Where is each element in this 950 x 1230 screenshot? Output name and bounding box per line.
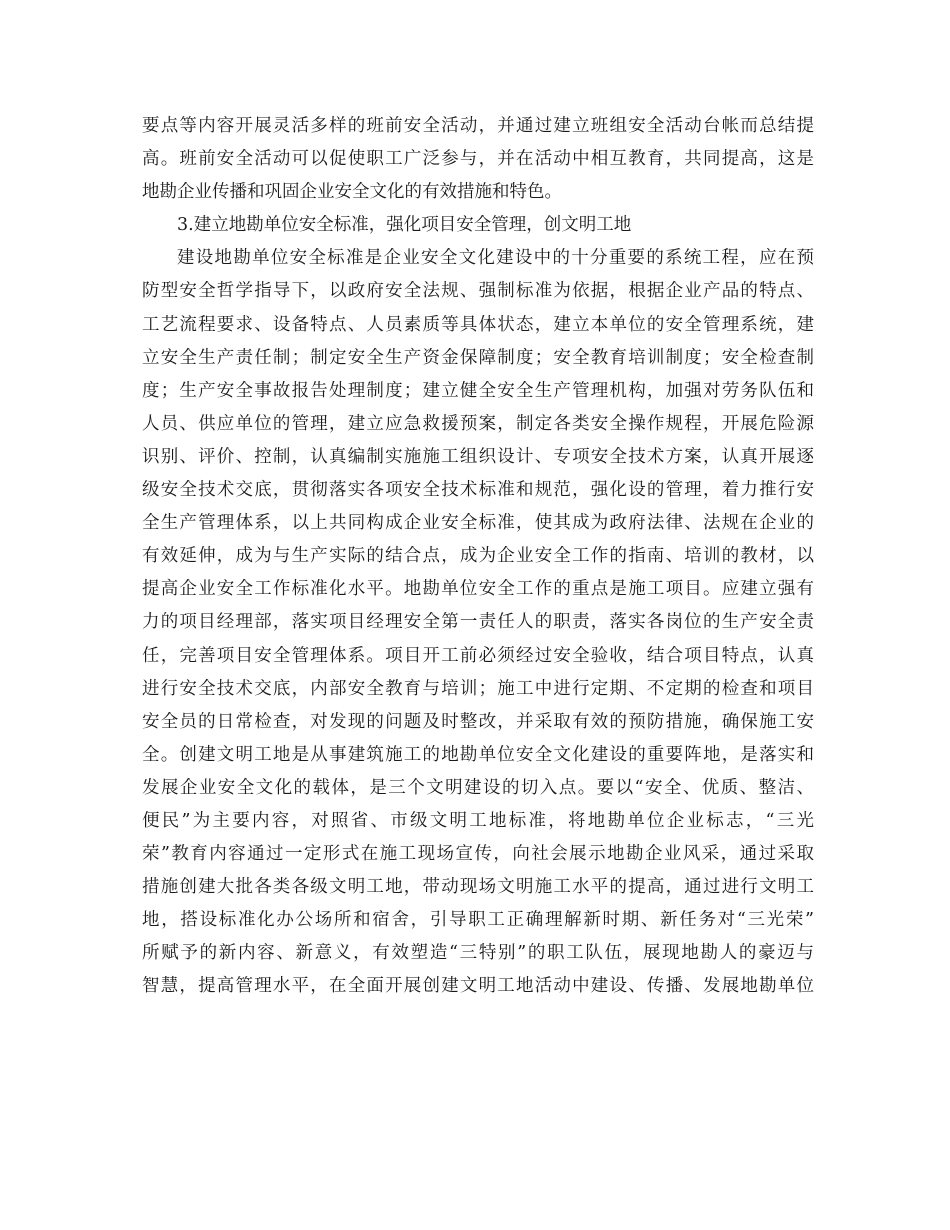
- text-line: 要点等内容开展灵活多样的班前安全活动，并通过建立班组安全活动台帐而总结提: [142, 116, 814, 136]
- text-line: 地勘企业传播和巩固企业安全文化的有效措施和特色。: [142, 182, 562, 203]
- text-line: 高。班前安全活动可以促使职工广泛参与，并在活动中相互教育，共同提高，这是: [142, 149, 814, 170]
- document-body: [142, 110, 814, 1004]
- text-line: 发展企业安全文化的载体，是三个文明建设的切入点。要以“安全、优质、整洁、: [142, 777, 814, 798]
- text-line: 措施创建大批各类各级文明工地，带动现场文明施工水平的提高，通过进行文明工: [142, 877, 814, 898]
- text-line: 建设地勘单位安全标准是企业安全文化建设中的十分重要的系统工程，应在预: [177, 248, 814, 269]
- text-line: 地，搭设标准化办公场所和宿舍，引导职工正确理解新时期、新任务对“三光荣”: [142, 910, 814, 931]
- text-line: 人员、供应单位的管理，建立应急救援预案，制定各类安全操作规程，开展危险源: [142, 413, 814, 434]
- text-line: 度；生产安全事故报告处理制度；建立健全安全生产管理机构，加强对劳务队伍和: [142, 380, 814, 401]
- text-line: 级安全技术交底，贯彻落实各项安全技术标准和规范，强化设的管理，着力推行安: [142, 480, 814, 501]
- text-line: 全。创建文明工地是从事建筑施工的地勘单位安全文化建设的重要阵地，是落实和: [142, 744, 814, 765]
- text-line: 所赋予的新内容、新意义，有效塑造“三特别”的职工队伍，展现地勘人的豪迈与: [142, 943, 814, 964]
- text-line: 识别、评价、控制，认真编制实施施工组织设计、专项安全技术方案，认真开展逐: [142, 446, 814, 467]
- text-line: 安全员的日常检查，对发现的问题及时整改，并采取有效的预防措施，确保施工安: [142, 711, 814, 732]
- text-line: 荣”教育内容通过一定形式在施工现场宣传，向社会展示地勘企业风采，通过采取: [142, 844, 814, 865]
- text-line: 提高企业安全工作标准化水平。地勘单位安全工作的重点是施工项目。应建立强有: [142, 579, 814, 600]
- text-line: 进行安全技术交底，内部安全教育与培训；施工中进行定期、不定期的检查和项目: [142, 678, 814, 699]
- text-line: 便民”为主要内容，对照省、市级文明工地标准，将地勘单位企业标志，“三光: [142, 810, 814, 831]
- text-line: 力的项目经理部，落实项目经理安全第一责任人的职责，落实各岗位的生产安全责: [142, 612, 814, 633]
- text-line: 3.建立地勘单位安全标准，强化项目安全管理，创文明工地: [177, 215, 632, 236]
- text-line: 工艺流程要求、设备特点、人员素质等具体状态，建立本单位的安全管理系统，建: [142, 314, 814, 335]
- text-line: 全生产管理体系，以上共同构成企业安全标准，使其成为政府法律、法规在企业的: [142, 513, 814, 534]
- text-line: 智慧，提高管理水平，在全面开展创建文明工地活动中建设、传播、发展地勘单位: [142, 976, 814, 997]
- text-line: 立安全生产责任制；制定安全生产资金保障制度；安全教育培训制度；安全检查制: [142, 347, 814, 368]
- text-line: 任，完善项目安全管理体系。项目开工前必须经过安全验收，结合项目特点，认真: [142, 645, 814, 666]
- text-line: 防型安全哲学指导下，以政府安全法规、强制标准为依据，根据企业产品的特点、: [142, 281, 814, 302]
- text-line: 有效延伸，成为与生产实际的结合点，成为企业安全工作的指南、培训的教材，以: [142, 546, 814, 567]
